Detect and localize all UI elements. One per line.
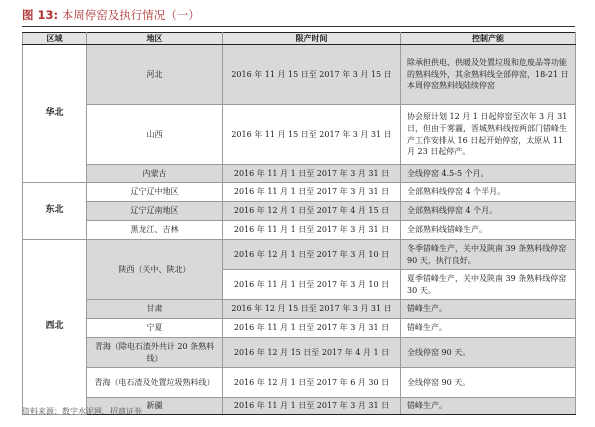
table-row xyxy=(23,183,576,202)
time-cell: 2016 年 11 月 1 日至 2017 年 3 月 31 日 xyxy=(223,165,401,183)
area-cell: 辽宁辽南地区 xyxy=(87,202,223,221)
table-header-row xyxy=(23,33,576,45)
time-cell: 2016 年 12 月 1 日至 2017 年 3 月 10 日 xyxy=(223,240,401,270)
header-time: 限产时间 xyxy=(223,33,401,45)
table-row xyxy=(23,202,576,221)
area-cell: 青海（除电石渣外共计 20 条熟料线） xyxy=(87,338,223,368)
area-cell: 河北 xyxy=(87,45,223,105)
control-cell: 协会原计划 12 月 1 日起停窑至次年 3 月 31 日，但由于雾霾，晋城熟料线按两部门错峰生产工作安排从 16 日起开始停窑，太原从 11 月 23 日起停产。 xyxy=(401,105,576,165)
time-cell: 2016 年 11 月 15 日至 2017 年 3 月 15 日 xyxy=(223,45,401,105)
restriction-table xyxy=(22,32,576,415)
control-cell: 错峰生产。 xyxy=(401,300,576,319)
header-region: 区域 xyxy=(23,33,87,45)
title-rule xyxy=(22,26,575,27)
control-cell: 全线停窑 90 天。 xyxy=(401,368,576,398)
region-cell: 华北 xyxy=(23,45,87,183)
table-row xyxy=(23,221,576,240)
time-cell: 2016 年 11 月 1 日至 2017 年 3 月 31 日 xyxy=(223,221,401,240)
table-row xyxy=(23,338,576,368)
control-cell: 全部熟料线停窑 4 个半月。 xyxy=(401,183,576,202)
area-cell: 山西 xyxy=(87,105,223,165)
area-cell: 青海（电石渣及处置垃圾熟料线） xyxy=(87,368,223,398)
control-cell: 全线停窑 4.5-5 个月。 xyxy=(401,165,576,183)
table-row xyxy=(23,368,576,398)
area-cell: 陕西（关中、陕北） xyxy=(87,240,223,300)
table-row xyxy=(23,105,576,165)
control-cell: 错峰生产。 xyxy=(401,398,576,415)
control-cell: 除承担供电、供暖及处置垃圾和危废品等功能的熟料线外，其余熟料线全部停窑，18-21 日本周停窑熟料线陆续停窑 xyxy=(401,45,576,105)
time-cell: 2016 年 12 月 1 日至 2017 年 4 月 15 日 xyxy=(223,202,401,221)
figure-number: 图 13: xyxy=(22,8,59,22)
area-cell: 甘肃 xyxy=(87,300,223,319)
area-cell: 新疆 xyxy=(87,398,223,415)
table-row xyxy=(23,45,576,105)
header-control: 控制产能 xyxy=(401,33,576,45)
time-cell: 2016 年 11 月 1 日至 2017 年 3 月 10 日 xyxy=(223,270,401,300)
time-cell: 2016 年 12 月 15 日至 2017 年 3 月 31 日 xyxy=(223,300,401,319)
control-cell: 全部熟料线错峰生产。 xyxy=(401,221,576,240)
time-cell: 2016 年 11 月 1 日至 2017 年 3 月 31 日 xyxy=(223,398,401,415)
table-row xyxy=(23,165,576,183)
time-cell: 2016 年 11 月 1 日至 2017 年 3 月 31 日 xyxy=(223,183,401,202)
control-cell: 全部熟料线停窑 4 个月。 xyxy=(401,202,576,221)
figure-title xyxy=(22,4,200,26)
table-row xyxy=(23,319,576,338)
table-row xyxy=(23,300,576,319)
area-cell: 黑龙江、吉林 xyxy=(87,221,223,240)
region-cell: 西北 xyxy=(23,240,87,415)
area-cell: 宁夏 xyxy=(87,319,223,338)
region-cell: 东北 xyxy=(23,183,87,240)
control-cell: 夏季错峰生产，关中及陕南 39 条熟料线停窑 30 天。 xyxy=(401,270,576,300)
time-cell: 2016 年 11 月 1 日至 2017 年 3 月 31 日 xyxy=(223,319,401,338)
control-cell: 全线停窑 90 天。 xyxy=(401,338,576,368)
control-cell: 错峰生产。 xyxy=(401,319,576,338)
time-cell: 2016 年 12 月 15 日至 2017 年 4 月 1 日 xyxy=(223,338,401,368)
control-cell: 冬季错峰生产，关中及陕南 39 条熟料线停窑 90 天，执行良好。 xyxy=(401,240,576,270)
table-row xyxy=(23,240,576,270)
figure-caption: 本周停窑及执行情况（一） xyxy=(61,8,200,22)
area-cell: 内蒙古 xyxy=(87,165,223,183)
area-cell: 辽宁辽中地区 xyxy=(87,183,223,202)
source-note: 资料来源：数字水泥网、招商证券 xyxy=(22,407,142,416)
header-area: 地区 xyxy=(87,33,223,45)
time-cell: 2016 年 11 月 15 日至 2017 年 3 月 31 日 xyxy=(223,105,401,165)
time-cell: 2016 年 12 月 1 日至 2017 年 6 月 30 日 xyxy=(223,368,401,398)
